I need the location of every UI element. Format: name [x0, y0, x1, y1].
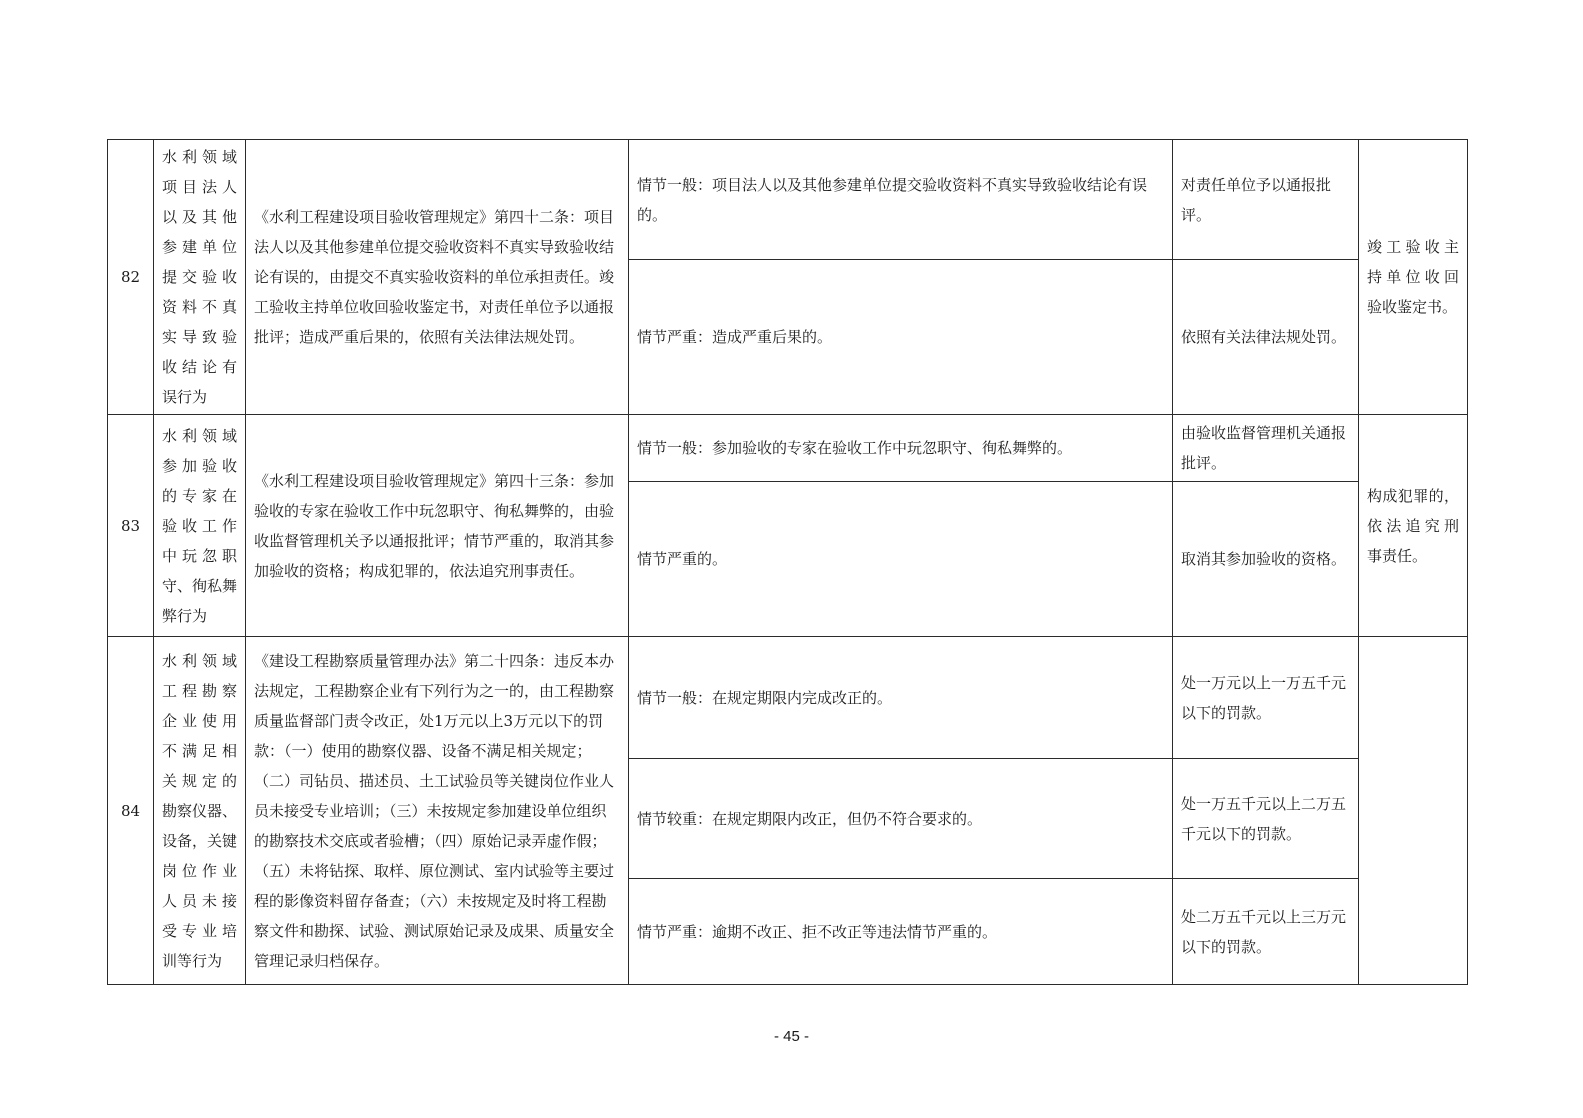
penalty: 对责任单位予以通报批评。 [1173, 140, 1359, 260]
row-number: 83 [108, 415, 154, 637]
table-row [108, 637, 1468, 759]
remark: 竣工验收主 持单位收回 验收鉴定书。 [1359, 140, 1468, 415]
penalty: 取消其参加验收的资格。 [1173, 482, 1359, 637]
row-number: 84 [108, 637, 154, 985]
circumstance: 情节一般：参加验收的专家在验收工作中玩忽职守、徇私舞弊的。 [629, 415, 1173, 482]
circumstance: 情节一般：项目法人以及其他参建单位提交验收资料不真实导致验收结论有误的。 [629, 140, 1173, 260]
violation-behavior: 水利领域 项目法人 以及其他 参建单位 提交验收 资料不真 实导致验 收结论有 误行为 [154, 140, 246, 415]
violation-behavior: 水利领域 参加验收 的专家在 验收工作 中玩忽职 守、徇私舞 弊行为 [154, 415, 246, 637]
remark [1359, 637, 1468, 985]
page-number: - 45 - [773, 1028, 809, 1045]
legal-basis: 《水利工程建设项目验收管理规定》第四十三条：参加验收的专家在验收工作中玩忽职守、徇私舞弊的，由验收监督管理机关予以通报批评；情节严重的，取消其参加验收的资格；构成犯罪的，依法追究刑事责任。 [246, 415, 629, 637]
circumstance: 情节严重：造成严重后果的。 [629, 260, 1173, 415]
penalty: 处二万五千元以上三万元以下的罚款。 [1173, 879, 1359, 985]
remark: 构成犯罪的， 依法追究刑 事责任。 [1359, 415, 1468, 637]
circumstance: 情节一般：在规定期限内完成改正的。 [629, 637, 1173, 759]
penalty: 由验收监督管理机关通报批评。 [1173, 415, 1359, 482]
legal-basis: 《建设工程勘察质量管理办法》第二十四条：违反本办法规定，工程勘察企业有下列行为之一的，由工程勘察质量监督部门责令改正，处1万元以上3万元以下的罚款：（一）使用的勘察仪器、设备不满足相关规定；（二）司钻员、描述员、土工试验员等关键岗位作业人员未接受专业培训；（三）未按规定参加建设单位组织的勘察技术交底或者验槽；（四）原始记录弄虚作假；（五）未将钻探、取样、原位测试、室内试验等主要过程的影像资料留存备查；（六）未按规定及时将工程勘察文件和勘探、试验、测试原始记录及成果、质量安全管理记录归档保存。 [246, 637, 629, 985]
table-row [108, 415, 1468, 482]
circumstance: 情节严重的。 [629, 482, 1173, 637]
legal-basis: 《水利工程建设项目验收管理规定》第四十二条：项目法人以及其他参建单位提交验收资料不真实导致验收结论有误的，由提交不真实验收资料的单位承担责任。竣工验收主持单位收回验收鉴定书，对责任单位予以通报批评；造成严重后果的，依照有关法律法规处罚。 [246, 140, 629, 415]
penalty: 依照有关法律法规处罚。 [1173, 260, 1359, 415]
circumstance: 情节严重：逾期不改正、拒不改正等违法情节严重的。 [629, 879, 1173, 985]
row-number: 82 [108, 140, 154, 415]
penalty-table [107, 139, 1468, 985]
table-row [108, 140, 1468, 260]
violation-behavior: 水利领域 工程勘察 企业使用 不满足相 关规定的 勘察仪器、 设备，关键 岗位作业 人员未接 受专业培 训等行为 [154, 637, 246, 985]
penalty: 处一万元以上一万五千元以下的罚款。 [1173, 637, 1359, 759]
circumstance: 情节较重：在规定期限内改正，但仍不符合要求的。 [629, 759, 1173, 879]
penalty: 处一万五千元以上二万五千元以下的罚款。 [1173, 759, 1359, 879]
